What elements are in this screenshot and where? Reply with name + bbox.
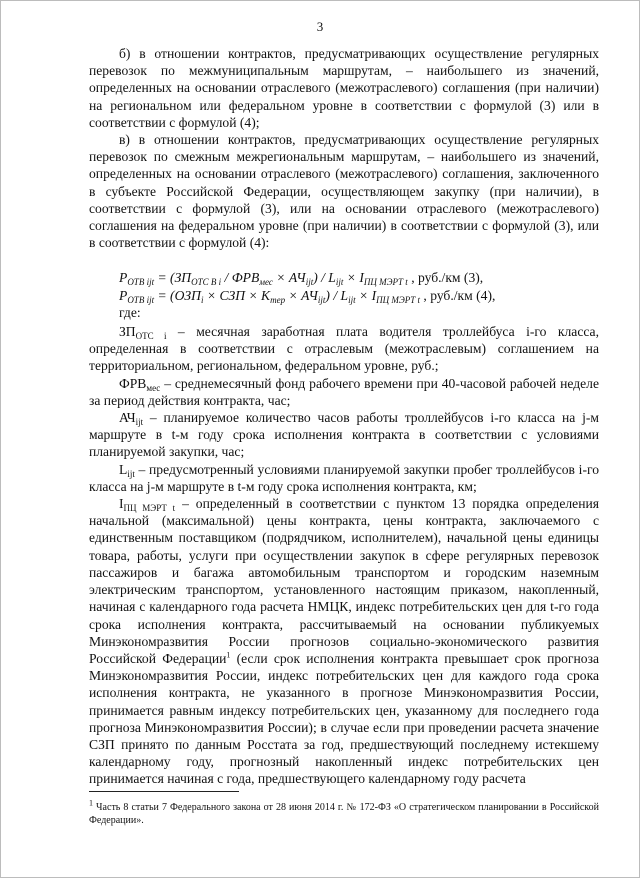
page-body bbox=[89, 45, 599, 788]
footnote-ref[interactable]: 1 bbox=[226, 650, 231, 660]
formula-4: $P_{ОТВ ijt} = (ОЗП_i$ × СЗП × $K_{тер} \times АЧ_{ijt}) / L_{ijt} \times I_{ПЦ МЭРТ t}$ , руб./км (4), bbox=[119, 287, 496, 305]
footnote: $^1$ Часть 8 статьи 7 Федерального закона от 28 июня 2014 г. № 172-ФЗ «О стратегическом планировании в Российской Федерации». bbox=[89, 798, 599, 826]
paragraph-b: б) в отношении контрактов, предусматривающих осуществление регулярных перевозок по межмуниципальным маршрутам, – наибольшего из значений, определенных на основании отраслевого (межотраслевого) соглашения (при наличии) на региональном или федеральном уровне в соответствии с формулой (3) или в соответствии с формулой (4); bbox=[89, 46, 599, 130]
definition-zp: $ЗП_{ОТС i}$ – месячная заработная плата водителя троллейбуса i-го класса, определенная в соответствии с отраслевым (межотраслевым) соглашением на территориальном, региональном, федеральном уровне, руб.; bbox=[89, 324, 599, 374]
page-number: 3 bbox=[316, 19, 324, 34]
definition-l: $L_{ijt}$ – предусмотренный условиями планируемой закупки пробег троллейбусов i-го класса на j-м маршруте в t-м году срока исполнения контракта, км; bbox=[89, 461, 599, 494]
definition-ach: $АЧ_{ijt}$ – планируемое количество часов работы троллейбусов i-го класса на j-м маршруте в t-м году срока исполнения контракта в соответствии с условиями планируемой закупки, час; bbox=[89, 410, 599, 460]
where-label: где: bbox=[119, 304, 141, 320]
definition-i: $I_{ПЦ МЭРТ t}$ – определенный в соответствии с пунктом 13 порядка определения начальной (максимальной) цены контракта, цены контракта, заключаемого с единственным поставщиком (подрядчиком, исполнителем), начальной цены единицы товара, работы, услуги при осуществлении закупок в сфере регулярных перевозок пассажиров и багажа автомобильным транспортом и городским наземным электрическим транспортом, установленного настоящим приказом, накопленный, начиная с календарного года расчета НМЦК, индекс потребительских цен для t-го года срока исполнения контракта, рассчитываемый на основании публикуемых Минэкономразвития России прогнозов социально-экономического развития Российской Федерации$^1$ (если срок исполнения контракта превышает срок прогноза Минэкономразвития России, индекс потребительских цен для каждого года срока исполнения контракта, не указанного в прогнозе Минэкономразвития России, принимается равным индексу потребительских цен, указанному для последнего года прогноза Минэкономразвития России); в случае если при проведении расчета значение СЗП принято по данным Росстата за год, предшествующий последнему истекшему календарному году, прогнозный накопленный индекс потребительских цен принимается начиная с года, предшествующего календарному году расчета bbox=[89, 496, 599, 787]
definition-frv: $ФРВ_{мес}$ – среднемесячный фонд рабочего времени при 40-часовой рабочей неделе за период действия контракта, час; bbox=[89, 375, 599, 408]
spacer bbox=[89, 251, 599, 269]
formula-3: $P_{ОТВ ijt} = (ЗП_{ОТС В i} / ФРВ_{мес} \times АЧ_{ijt}) / L_{ijt} \times I_{ПЦ МЭРТ t}$ , руб./км (3), bbox=[119, 270, 484, 288]
paragraph-v: в) в отношении контрактов, предусматривающих осуществление регулярных перевозок по смежным межрегиональным маршрутам, – наибольшего из значений, определенных на основании отраслевого (межотраслевого) соглашения, заключенного в субъекте Российской Федерации, осуществляющем закупку (при наличии), в соответствии с формулой (3), или на основании отраслевого (межотраслевого) соглашения на федеральном уровне (при наличии) в соответствии с формулой (3), или в соответствии с формулой (4): bbox=[89, 132, 599, 251]
footnote-separator bbox=[89, 791, 239, 792]
